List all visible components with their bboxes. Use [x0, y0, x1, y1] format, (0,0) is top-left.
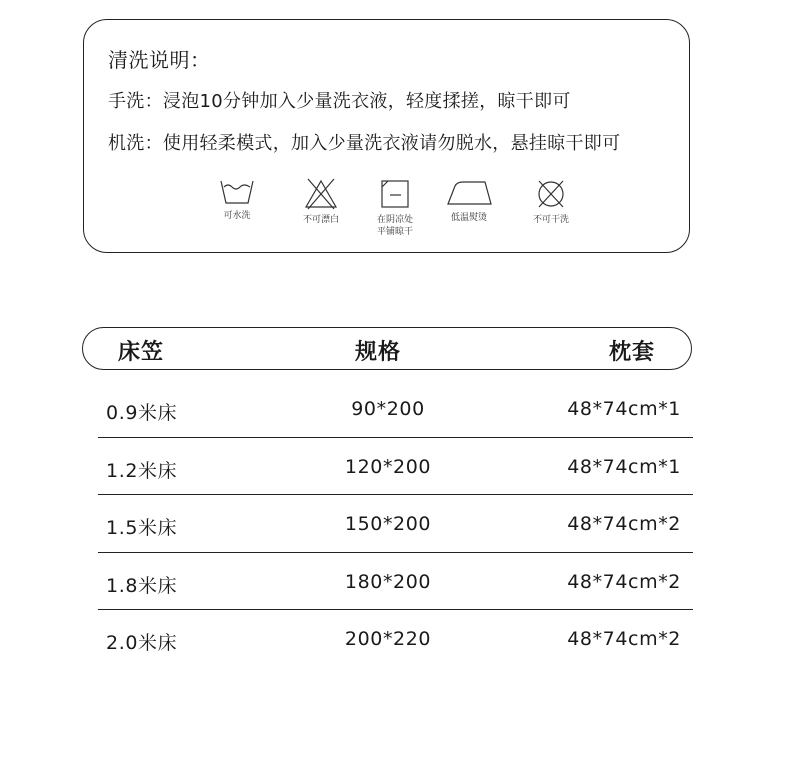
no-bleach-icon — [303, 178, 339, 210]
pillow-cell: 48*74cm*2 — [567, 513, 681, 535]
hand-wash-instructions: 手洗：浸泡10分钟加入少量洗衣液，轻度揉搓，晾干即可 — [108, 91, 571, 112]
bed-size-cell: 1.5米床 — [106, 517, 178, 539]
care-symbol-label: 不可干洗 — [532, 215, 569, 225]
pillow-cell: 48*74cm*1 — [567, 398, 681, 420]
washable-tub-icon — [219, 178, 255, 206]
low-temp-iron-icon — [445, 178, 493, 208]
care-symbol-washable — [197, 178, 277, 222]
care-symbol-no-dry-clean — [511, 178, 591, 226]
care-symbol-label: 在阴凉处 — [376, 215, 413, 225]
bed-size-cell: 2.0米床 — [106, 632, 178, 654]
spec-cell: 150*200 — [344, 513, 432, 535]
pillow-cell: 48*74cm*2 — [567, 570, 681, 593]
care-symbol-label-line2: 平铺晾干 — [376, 227, 413, 237]
spec-cell: 200*220 — [344, 628, 432, 650]
care-instructions-box — [83, 19, 690, 253]
size-table-header — [82, 327, 692, 370]
machine-wash-instructions: 机洗：使用轻柔模式，加入少量洗衣液请勿脱水，悬挂晾干即可 — [108, 133, 621, 154]
size-table-body — [98, 380, 693, 668]
pillow-cell: 48*74cm*2 — [567, 628, 681, 650]
header-fitted-sheet: 床笠 — [118, 340, 165, 365]
care-symbol-label: 可水洗 — [223, 211, 251, 221]
spec-cell: 180*200 — [344, 570, 432, 593]
spec-cell: 90*200 — [351, 398, 425, 420]
header-pillowcase: 枕套 — [609, 340, 656, 365]
bed-size-cell: 0.9米床 — [106, 402, 178, 424]
table-row — [98, 610, 693, 668]
table-row — [98, 495, 693, 553]
table-row — [98, 380, 693, 438]
care-symbol-no-bleach — [281, 178, 361, 226]
table-row — [98, 438, 693, 496]
care-symbol-low-iron — [429, 178, 509, 224]
care-title: 清洗说明： — [108, 48, 211, 72]
table-row — [98, 553, 693, 611]
care-symbol-shade-dry — [355, 178, 435, 238]
care-symbol-label: 低温熨烫 — [450, 213, 487, 223]
no-dry-clean-icon — [534, 178, 568, 210]
header-specification: 规格 — [355, 340, 402, 365]
bed-size-cell: 1.2米床 — [106, 459, 178, 482]
care-symbols — [84, 178, 689, 248]
bed-size-cell: 1.8米床 — [106, 574, 178, 597]
pillow-cell: 48*74cm*1 — [567, 455, 681, 478]
care-symbol-label: 不可漂白 — [302, 215, 339, 225]
shade-dry-icon — [379, 178, 411, 210]
spec-cell: 120*200 — [344, 455, 432, 478]
